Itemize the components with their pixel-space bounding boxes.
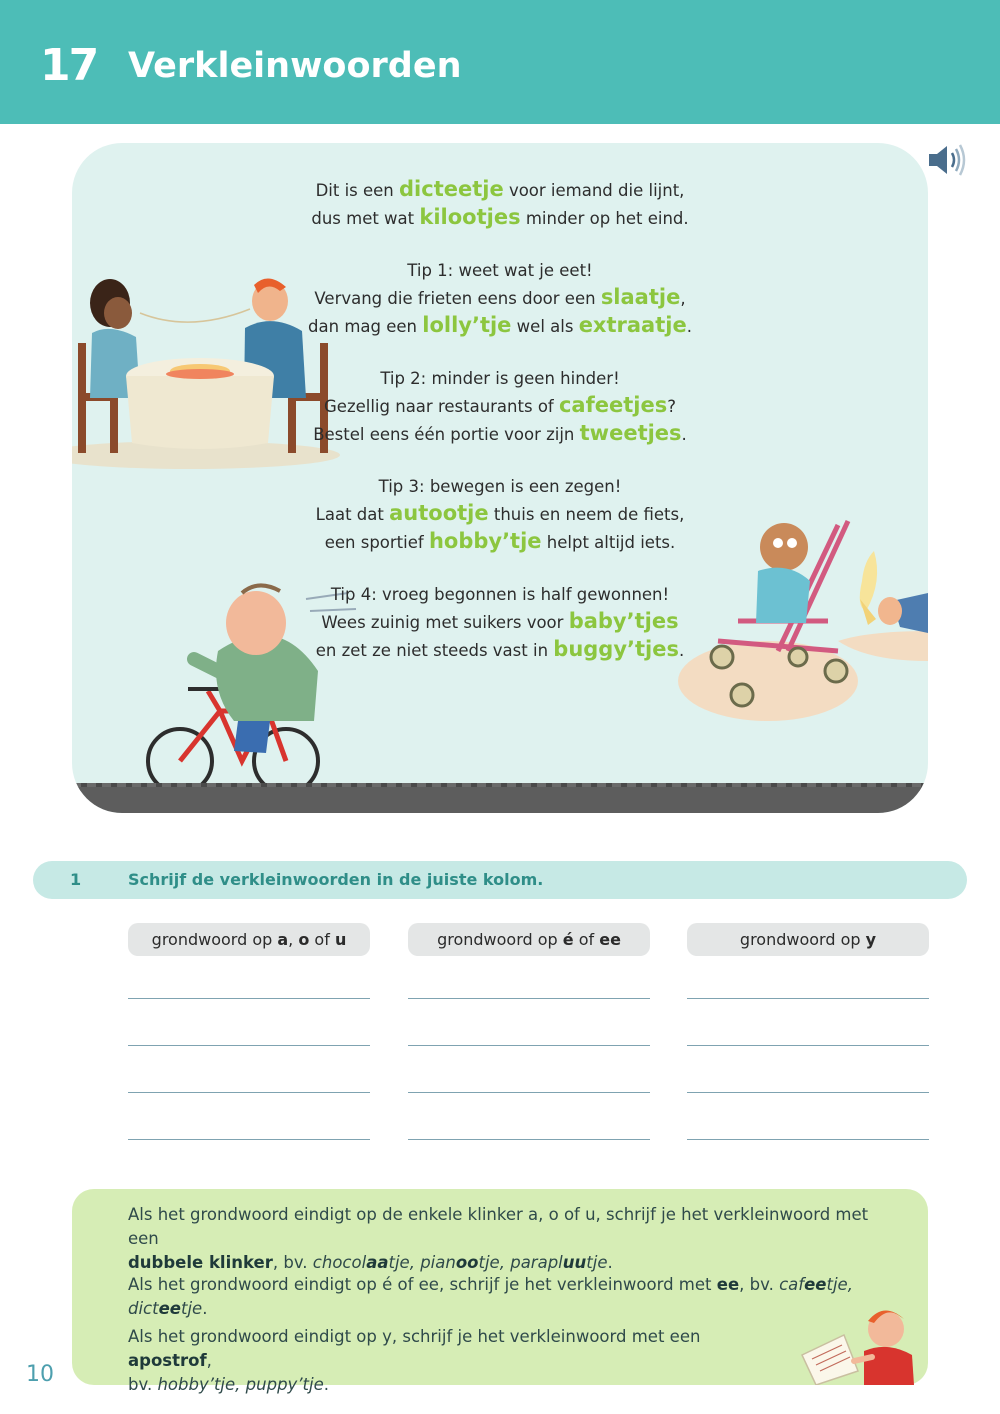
stanza-4 bbox=[0, 474, 1000, 556]
column-header-text: grondwoord op bbox=[739, 930, 866, 949]
example: tje bbox=[181, 1299, 203, 1318]
column-header-letter: o bbox=[298, 930, 310, 949]
column-header bbox=[687, 923, 929, 956]
example-highlight: ee bbox=[158, 1299, 181, 1318]
answer-line[interactable] bbox=[687, 1092, 929, 1093]
rule-text: , bv. bbox=[739, 1275, 780, 1294]
answer-line[interactable] bbox=[408, 1045, 650, 1046]
stanza-1 bbox=[0, 176, 1000, 232]
task-number: 1 bbox=[70, 870, 82, 889]
column-header-letter: a bbox=[277, 930, 289, 949]
rule-3 bbox=[128, 1325, 788, 1397]
poem-text: een sportief bbox=[324, 533, 429, 552]
poem-text: Bestel eens één portie voor zijn bbox=[313, 425, 580, 444]
example: caf bbox=[779, 1275, 805, 1294]
poem-text: voor iemand die lijnt, bbox=[503, 181, 685, 200]
chapter-header bbox=[0, 0, 1000, 124]
example: tje bbox=[478, 1253, 500, 1272]
example: , bbox=[499, 1253, 511, 1272]
example-highlight: ee bbox=[804, 1275, 827, 1294]
rule-text: Als het grondwoord eindigt op de enkele klinker a, o of u, schrijf je het verkleinwoord met een bbox=[128, 1205, 869, 1248]
poem-text: dan mag een bbox=[308, 317, 423, 336]
column-header-text: , bbox=[288, 930, 299, 949]
poem-line: Tip 4: vroeg begonnen is half gewonnen! bbox=[330, 585, 670, 604]
answer-line[interactable] bbox=[408, 1139, 650, 1140]
poem-text: , bbox=[680, 289, 686, 308]
column-e-ee bbox=[408, 923, 650, 1140]
column-header bbox=[128, 923, 370, 956]
example: hobby’tje bbox=[157, 1375, 236, 1394]
keyword: kilootjes bbox=[419, 205, 521, 229]
keyword: cafeetjes bbox=[558, 393, 668, 417]
poem-line: Tip 1: weet wat je eet! bbox=[407, 261, 593, 280]
example: tje bbox=[586, 1253, 608, 1272]
keyword: hobby’tje bbox=[428, 529, 542, 553]
keyword: buggy’tjes bbox=[553, 637, 679, 661]
keyword: baby’tjes bbox=[568, 609, 679, 633]
page-number: 10 bbox=[26, 1362, 54, 1387]
rule-keyword: dubbele klinker bbox=[128, 1253, 273, 1272]
rule-text: . bbox=[323, 1375, 330, 1394]
answer-line[interactable] bbox=[408, 998, 650, 999]
column-header-text: of bbox=[309, 930, 335, 949]
rule-text: , bbox=[206, 1351, 212, 1370]
rule-1 bbox=[128, 1203, 898, 1275]
keyword: slaatje bbox=[600, 285, 681, 309]
example: parapl bbox=[510, 1253, 563, 1272]
poem-text: thuis en neem de fiets, bbox=[488, 505, 685, 524]
page-title: Verkleinwoorden bbox=[128, 46, 462, 86]
poem-text: helpt altijd iets. bbox=[541, 533, 676, 552]
column-header-text: grondwoord op bbox=[437, 930, 563, 949]
keyword: tweetjes bbox=[579, 421, 682, 445]
poem-text: minder op het eind. bbox=[520, 209, 689, 228]
poem-text: dus met wat bbox=[311, 209, 420, 228]
column-header bbox=[408, 923, 650, 956]
column-header-letter: é bbox=[562, 930, 574, 949]
example: pian bbox=[420, 1253, 456, 1272]
poem-text: wel als bbox=[511, 317, 579, 336]
poem-text: . bbox=[681, 425, 687, 444]
rule-keyword: apostrof bbox=[128, 1351, 207, 1370]
poem-text: Laat dat bbox=[315, 505, 390, 524]
poem-text: . bbox=[678, 641, 685, 660]
answer-line[interactable] bbox=[687, 1045, 929, 1046]
stanza-5 bbox=[0, 582, 1000, 664]
example: , bbox=[235, 1375, 246, 1394]
poem bbox=[0, 176, 1000, 690]
example: tje bbox=[388, 1253, 410, 1272]
rule-keyword: ee bbox=[716, 1275, 740, 1294]
example: puppy’tje bbox=[245, 1375, 324, 1394]
column-header-letter: y bbox=[865, 930, 877, 949]
poem-text: Wees zuinig met suikers voor bbox=[321, 613, 569, 632]
rule-text: . bbox=[607, 1253, 613, 1272]
answer-line[interactable] bbox=[408, 1092, 650, 1093]
lesson-number: 17 bbox=[40, 40, 98, 91]
answer-line[interactable] bbox=[687, 1139, 929, 1140]
column-header-text: grondwoord op bbox=[151, 930, 278, 949]
stanza-3 bbox=[0, 366, 1000, 448]
example: chocol bbox=[312, 1253, 367, 1272]
column-a-o-u bbox=[128, 923, 370, 1140]
column-y bbox=[687, 923, 929, 1140]
keyword: lolly’tje bbox=[422, 313, 512, 337]
answer-line[interactable] bbox=[128, 1092, 370, 1093]
example: dict bbox=[128, 1299, 159, 1318]
task-instruction: Schrijf de verkleinwoorden in de juiste kolom. bbox=[128, 870, 544, 889]
keyword: extraatje bbox=[578, 313, 687, 337]
stanza-2 bbox=[0, 258, 1000, 340]
example-highlight: aa bbox=[366, 1253, 389, 1272]
rule-text: bv. bbox=[128, 1375, 158, 1394]
example: , bbox=[847, 1275, 853, 1294]
poem-line: Tip 2: minder is geen hinder! bbox=[380, 369, 620, 388]
poem-text: ? bbox=[667, 397, 676, 416]
rule-text: Als het grondwoord eindigt op y, schrijf je het verkleinwoord met een bbox=[128, 1327, 701, 1346]
column-header-letter: u bbox=[334, 930, 347, 949]
answer-line[interactable] bbox=[687, 998, 929, 999]
poem-line: Tip 3: bewegen is een zegen! bbox=[378, 477, 622, 496]
rule-text: , bv. bbox=[272, 1253, 313, 1272]
keyword: dicteetje bbox=[399, 177, 504, 201]
poem-text: Dit is een bbox=[315, 181, 400, 200]
keyword: autootje bbox=[389, 501, 489, 525]
speaker-icon[interactable] bbox=[925, 140, 969, 180]
example-highlight: oo bbox=[455, 1253, 479, 1272]
poem-text: . bbox=[686, 317, 692, 336]
poem-text: Vervang die frieten eens door een bbox=[314, 289, 601, 308]
rule-text: Als het grondwoord eindigt op é of ee, schrijf je het verkleinwoord met bbox=[128, 1275, 717, 1294]
column-header-letter: ee bbox=[599, 930, 621, 949]
answer-line[interactable] bbox=[128, 1045, 370, 1046]
example-highlight: uu bbox=[562, 1253, 587, 1272]
answer-line[interactable] bbox=[128, 1139, 370, 1140]
example: tje bbox=[826, 1275, 848, 1294]
column-header-text: of bbox=[573, 930, 600, 949]
poem-text: Gezellig naar restaurants of bbox=[324, 397, 559, 416]
example: , bbox=[409, 1253, 421, 1272]
answer-line[interactable] bbox=[128, 998, 370, 999]
rule-2 bbox=[128, 1273, 898, 1321]
road bbox=[72, 787, 928, 813]
rule-text: . bbox=[202, 1299, 208, 1318]
poem-text: en zet ze niet steeds vast in bbox=[315, 641, 554, 660]
